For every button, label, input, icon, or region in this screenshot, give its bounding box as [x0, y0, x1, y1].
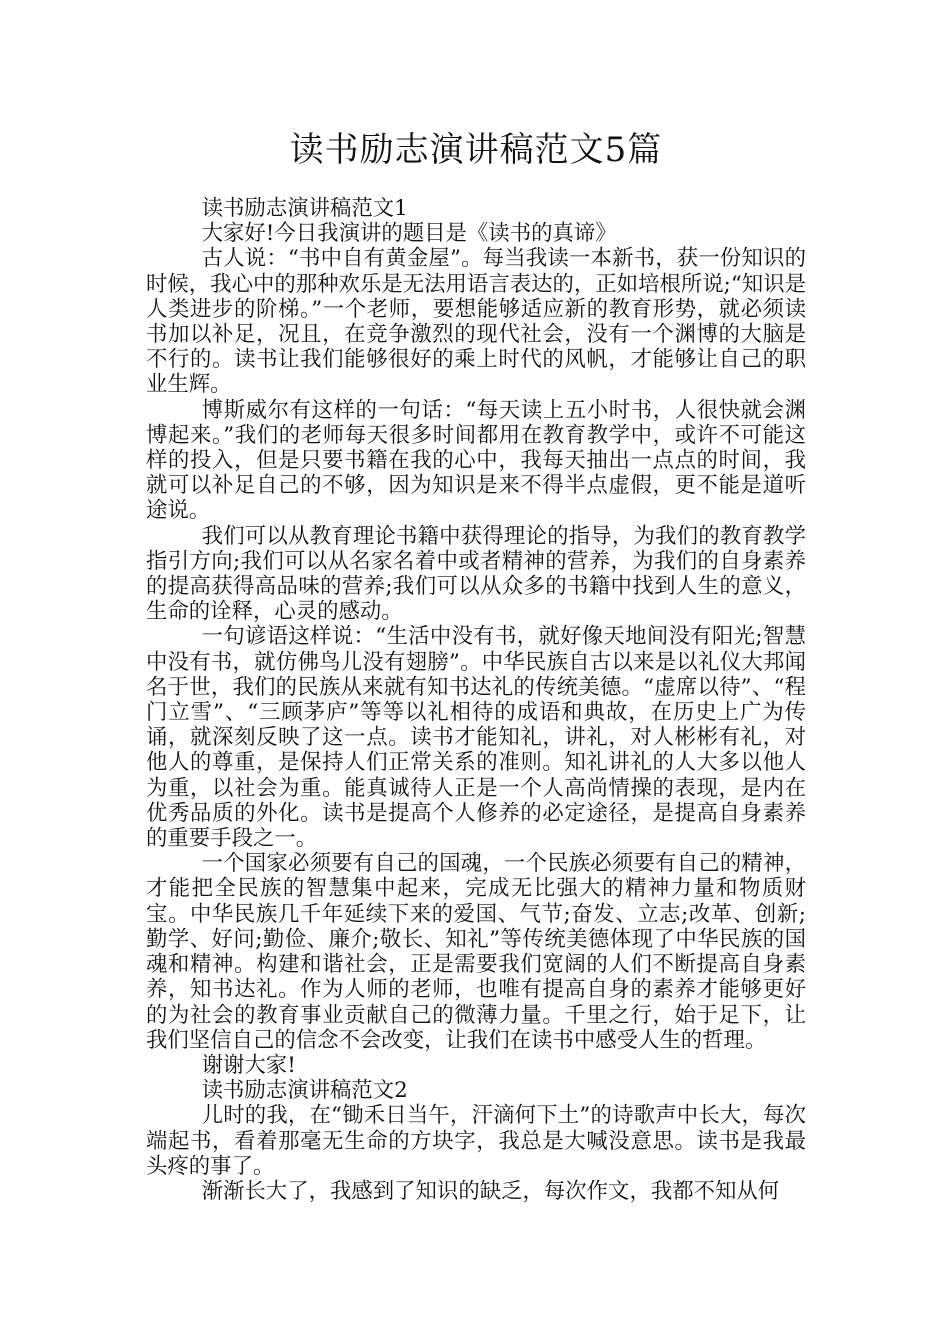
heading-speech-2: 读书励志演讲稿范文2	[201, 1078, 408, 1104]
document-body	[146, 196, 806, 1204]
paragraph-greeting: 大家好!今日我演讲的题目是《读书的真谛》	[201, 221, 617, 247]
paragraph: 儿时的我，在“锄禾日当午，汗滴何下土”的诗歌声中长大，每次端起书，看着那毫无生命的方块字，我总是大喊没意思。读书是我最头疼的事了。	[146, 1103, 806, 1179]
document-page	[146, 0, 806, 1204]
heading-speech-1: 读书励志演讲稿范文1	[201, 196, 408, 221]
paragraph: 我们可以从教育理论书籍中获得理论的指导，为我们的教育教学指引方向;我们可以从名家名着中或者精神的营养，为我们的自身素养的提高获得高品味的营养;我们可以从众多的书籍中找到人生的意义，生命的诠释，心灵的感动。	[146, 523, 806, 625]
paragraph: 博斯威尔有这样的一句话：“每天读上五小时书，人很快就会渊博起来。”我们的老师每天很多时间都用在教育教学中，或许不可能这样的投入，但是只要书籍在我的心中，我每天抽出一点点的时间，我就可以补足自己的不够，因为知识是来不得半点虚假，更不能是道听途说。	[146, 397, 806, 524]
paragraph: 一个国家必须要有自己的国魂，一个民族必须要有自己的精神，才能把全民族的智慧集中起来，完成无比强大的精神力量和物质财宝。中华民族几千年延续下来的爱国、气节;奋发、立志;改革、创新;勤学、好问;勤俭、廉介;敬长、知礼”等传统美德体现了中华民族的国魂和精神。构建和谐社会，正是需要我们宽阔的人们不断提高自身素养，知书达礼。作为人师的老师，也唯有提高自身的素养才能够更好的为社会的教育事业贡献自己的微薄力量。千里之行，始于足下，让我们坚信自己的信念不会改变，让我们在读书中感受人生的哲理。	[146, 851, 806, 1053]
paragraph: 一句谚语这样说：“生活中没有书，就好像天地间没有阳光;智慧中没有书，就仿佛鸟儿没有翅膀”。中华民族自古以来是以礼仪大邦闻名于世，我们的民族从来就有知书达礼的传统美德。“虚席以待”、“程门立雪”、“三顾茅庐”等等以礼相待的成语和典故，在历史上广为传诵，就深刻反映了这一点。读书才能知礼，讲礼，对人彬彬有礼，对他人的尊重，是保持人们正常关系的准则。知礼讲礼的人大多以他人为重，以社会为重。能真诚待人正是一个人高尚情操的表现，是内在优秀品质的外化。读书是提高个人修养的必定途径，是提高自身素养的重要手段之一。	[146, 624, 806, 852]
paragraph-closing: 谢谢大家!	[201, 1052, 296, 1078]
document-title: 读书励志演讲稿范文5篇	[289, 130, 663, 170]
paragraph: 古人说：“书中自有黄金屋”。每当我读一本新书，获一份知识的时候，我心中的那种欢乐是无法用语言表达的，正如培根所说;“知识是人类进步的阶梯。”一个老师，要想能够适应新的教育形势，就必须读书加以补足，况且，在竞争激烈的现代社会，没有一个渊博的大脑是不行的。读书让我们能够很好的乘上时代的风帆，才能够让自己的职业生辉。	[146, 246, 806, 398]
paragraph: 渐渐长大了，我感到了知识的缺乏，每次作文，我都不知从何	[201, 1178, 780, 1204]
